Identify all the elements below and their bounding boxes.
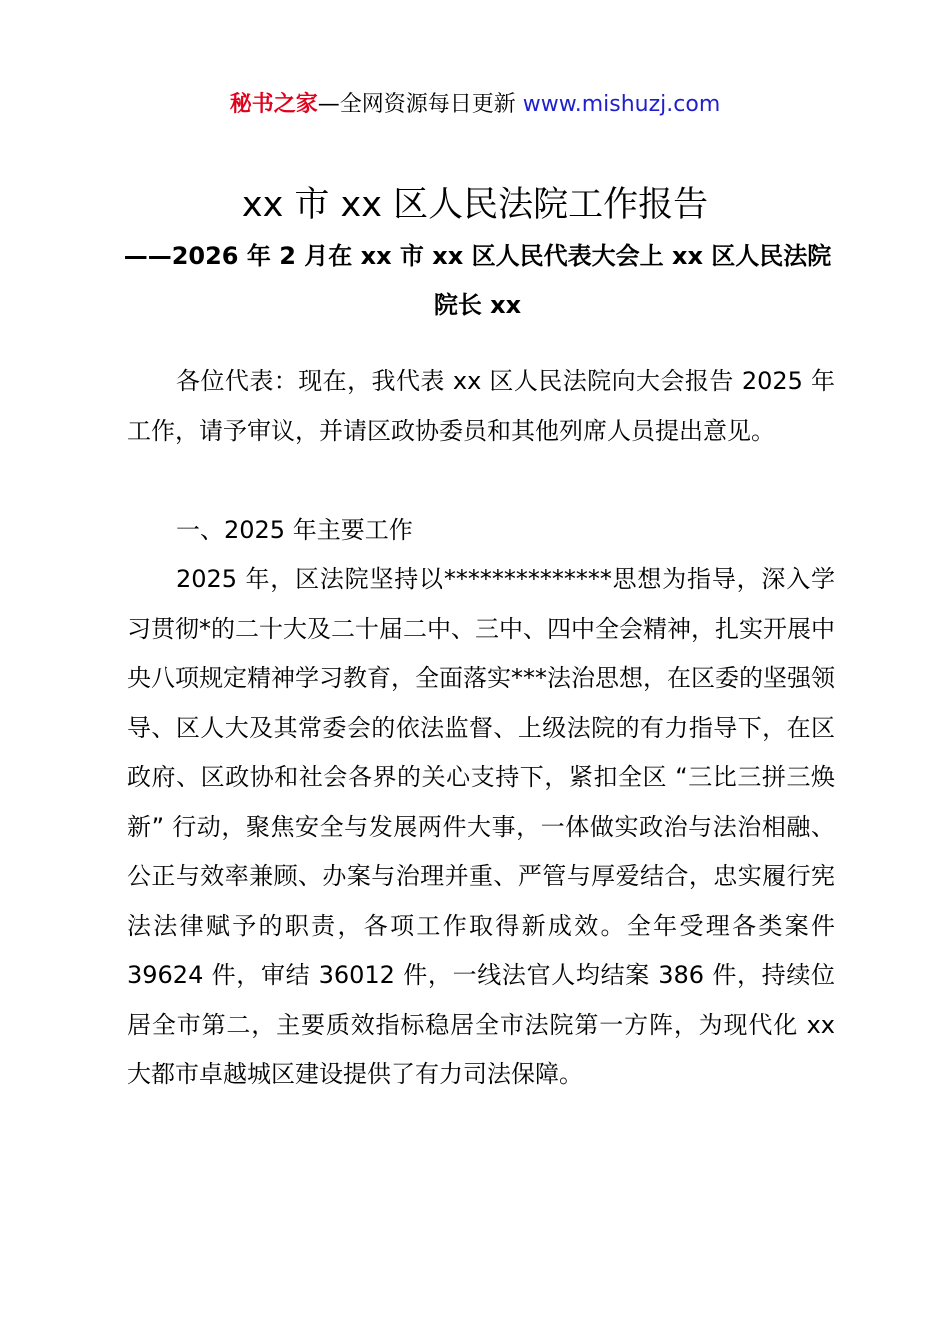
main-paragraph: 2025 年，区法院坚持以**************思想为指导，深入学习贯彻*的二十大及二十届二中、三中、四中全会精神，扎实开展中央八项规定精神学习教育，全面落实***法治思想，在区委的坚强领导、区人大及其常委会的依法监督、上级法院的有力指导下，在区政府、区政协和社会各界的关心支持下，紧扣全区 “三比三拼三焕新” 行动，聚焦安全与发展两件大事，一体做实政治与法治相融、公正与效率兼顾、办案与治理并重、严管与厚爱结合，忠实履行宪法法律赋予的职责，各项工作取得新成效。全年受理各类案件 39624 件，审结 36012 件，一线法官人均结案 386 件，持续位居全市第二，主要质效指标稳居全市法院第一方阵，为现代化 xx 大都市卓越城区建设提供了有力司法保障。 <box>127 565 835 1088</box>
site-banner <box>0 88 950 122</box>
greeting-paragraph: 各位代表：现在，我代表 xx 区人民法院向大会报告 2025 年工作，请予审议，并请区政协委员和其他列席人员提出意见。 <box>127 367 835 445</box>
document-title: xx 市 xx 区人民法院工作报告 <box>241 185 709 225</box>
brand-name: 秘书之家 <box>229 92 318 117</box>
section-heading: 一、2025 年主要工作 <box>176 516 413 544</box>
banner-tagline: —全网资源每日更新 <box>317 92 523 117</box>
site-url-link[interactable]: www.mishuzj.com <box>522 92 721 117</box>
document-subtitle: ——2026 年 2 月在 xx 市 xx 区人民代表大会上 xx 区人民法院院长 xx <box>123 242 832 319</box>
